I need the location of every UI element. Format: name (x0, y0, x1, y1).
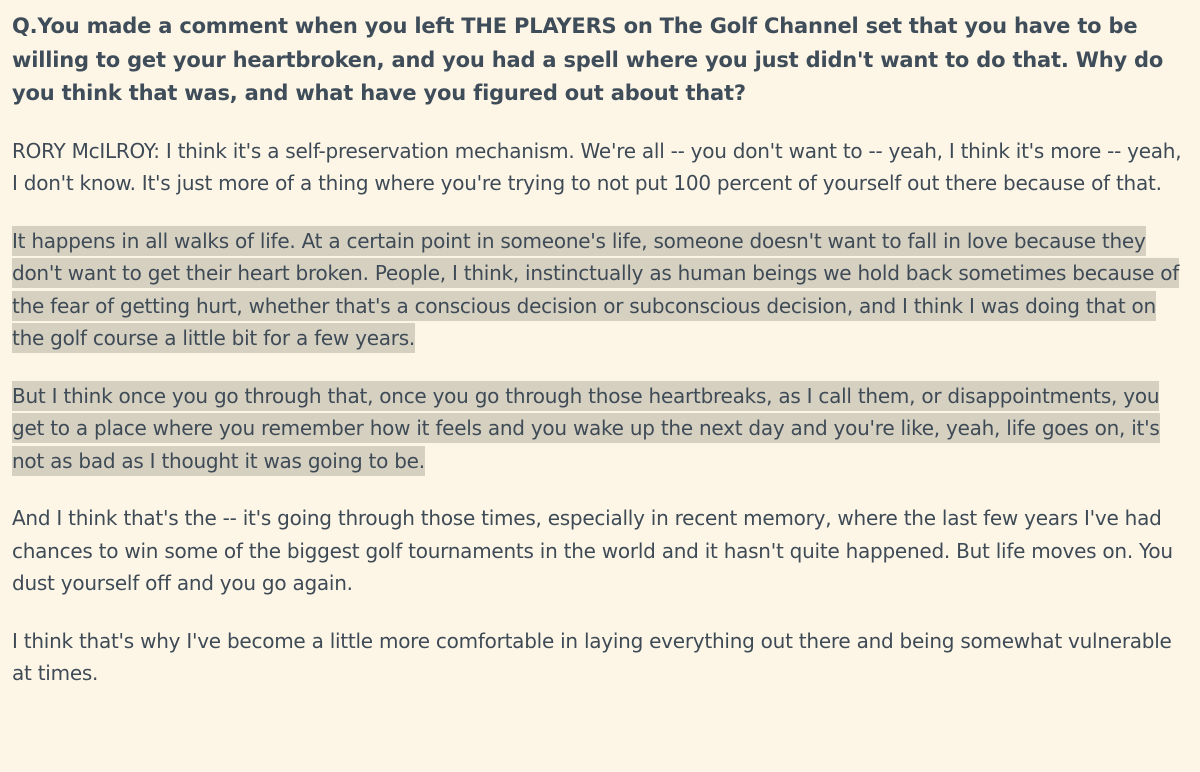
answer-paragraph-2-highlighted (12, 225, 1192, 355)
answer-paragraph-4 (12, 502, 1192, 600)
answer-paragraph-3-highlighted (12, 380, 1192, 478)
transcript-page (12, 10, 1192, 715)
highlighted-text-3: But I think once you go through that, once you go through those heartbreaks, as I call them, or disappointments, you get to a place where you remember how it feels and you wake up the next day and you're like, yeah, life goes on, it's not as bad as I thought it was going to be. (12, 381, 1160, 476)
answer-paragraph-5 (12, 625, 1192, 690)
interview-question: Q.You made a comment when you left THE PLAYERS on The Golf Channel set that you have to be willing to get your heartbroken, and you had a spell where you just didn't want to do that. Why do you think that was, and what have you figured out about that? (12, 14, 1164, 105)
highlighted-text-2: It happens in all walks of life. At a certain point in someone's life, someone doesn't want to fall in love because they don't want to get their heart broken. People, I think, instinctually as human beings we hold back sometimes because of the fear of getting hurt, whether that's a conscious decision or subconscious decision, and I think I was doing that on the golf course a little bit for a few years. (12, 226, 1179, 354)
answer-text-4: And I think that's the -- it's going through those times, especially in recent memory, where the last few years I've had chances to win some of the biggest golf tournaments in the world and it hasn't quite happened. But life moves on. You dust yourself off and you go again. (12, 506, 1173, 595)
answer-paragraph-1 (12, 135, 1192, 200)
answer-text-1: RORY McILROY: I think it's a self-preservation mechanism. We're all -- you don't want to -- yeah, I think it's more -- yeah, I don't know. It's just more of a thing where you're trying to not put 100 percent of yourself out there because of that. (12, 138, 1182, 195)
answer-text-5: I think that's why I've become a little more comfortable in laying everything out there and being somewhat vulnerable at times. (12, 628, 1172, 685)
